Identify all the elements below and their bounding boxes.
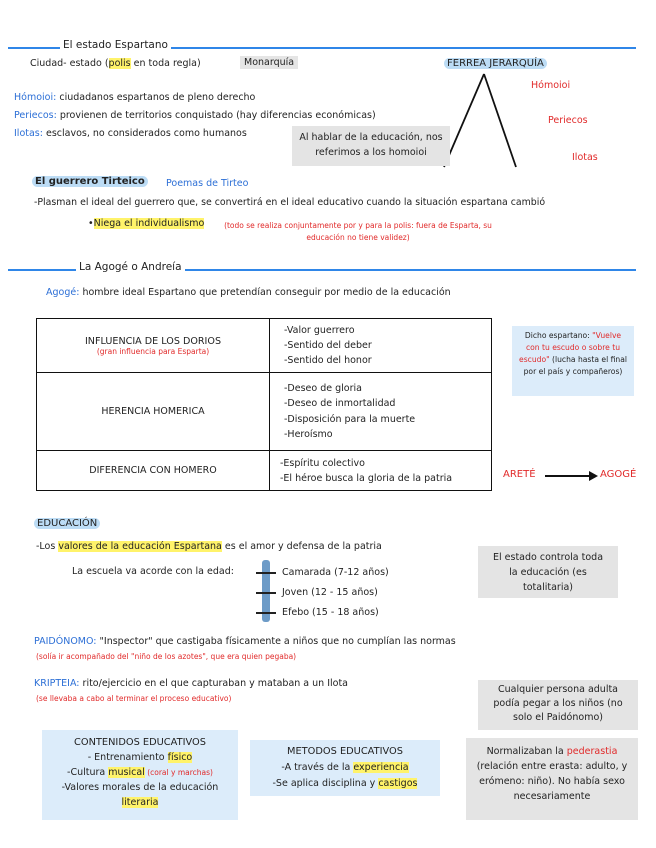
table-row xyxy=(37,319,492,373)
hierarchy-periecos: Periecos xyxy=(548,115,588,126)
educacion-heading: EDUCACIÓN xyxy=(34,518,100,529)
arete-label: ARETÉ xyxy=(503,469,536,480)
ferrea-jerarquia-heading: FERREA JERARQUÍA xyxy=(444,58,547,69)
niega-bullet: •Niega el individualismo xyxy=(88,218,205,229)
kripteia-line: KRIPTEIA: rito/ejercicio en el que capturaban y mataban a un Ilota xyxy=(34,678,349,689)
kripteia-note: (se llevaba a cabo al terminar el proceso educativo) xyxy=(36,694,232,703)
table-label-cell xyxy=(37,373,270,451)
hierarchy-ilotas: Ilotas xyxy=(572,152,598,163)
table-row xyxy=(37,373,492,451)
age-tick xyxy=(256,592,276,594)
class-ilotas: Ilotas: esclavos, no considerados como humanos xyxy=(14,128,247,139)
stage-joven: Joven (12 - 15 años) xyxy=(282,587,378,598)
poemas-tirteo: Poemas de Tirteo xyxy=(166,178,249,189)
influences-table xyxy=(36,318,492,491)
contenidos-box: CONTENIDOS EDUCATIVOS - Entrenamiento físico -Cultura musical (coral y marchas) -Valores morales de la educación literaria xyxy=(42,730,238,820)
row-label: DIFERENCIA CON HOMERO xyxy=(89,465,217,476)
contenidos-title: CONTENIDOS EDUCATIVOS xyxy=(74,737,206,748)
class-homoioi: Hómoioi: ciudadanos espartanos de pleno derecho xyxy=(14,92,256,103)
table-items-cell: -Valor guerrero -Sentido del deber -Sentido del honor xyxy=(270,319,492,373)
table-label-cell xyxy=(37,319,270,373)
cualquier-persona-note: Cualquier persona adulta podía pegar a los niños (no solo el Paidónomo) xyxy=(478,680,638,730)
escuela-label: La escuela va acorde con la edad: xyxy=(72,566,234,577)
note-homoioi: Al hablar de la educación, nos referimos a los homoioi xyxy=(292,126,450,166)
pederastia-note: Normalizaban la pederastia (relación entre erasta: adulto, y erómeno: niño). No había sexo necesariamente xyxy=(466,738,638,820)
monarquia-label: Monarquía xyxy=(240,56,298,69)
row-sublabel: (gran influencia para Esparta) xyxy=(96,346,210,356)
section-title-estado: El estado Espartano xyxy=(60,39,171,51)
guerrero-tirteico-heading: El guerrero Tirteico xyxy=(32,176,148,187)
estado-note: El estado controla toda la educación (es totalitaria) xyxy=(478,546,618,598)
age-tick xyxy=(256,612,276,614)
agoge-definition: Agogé: hombre ideal Espartano que pretendían conseguir por medio de la educación xyxy=(46,287,451,298)
ciudad-estado-line: Ciudad- estado (polis en toda regla) xyxy=(30,58,201,69)
hierarchy-line-left xyxy=(444,74,484,167)
table-items-cell: -Deseo de gloria -Deseo de inmortalidad -Disposición para la muerte -Heroísmo xyxy=(270,373,492,451)
agoge-label: AGOGÉ xyxy=(600,469,637,480)
hierarchy-diagram xyxy=(440,72,520,172)
valores-line: -Los valores de la educación Espartana es el amor y defensa de la patria xyxy=(36,541,382,552)
dicho-espartano-box: Dicho espartano: "Vuelve con tu escudo o sobre tu escudo" (lucha hasta el final por el país y compañeros) xyxy=(512,326,634,396)
paidonomo-line: PAIDÓNOMO: "Inspector" que castigaba físicamente a niños que no cumplían las normas xyxy=(34,636,456,647)
age-tick xyxy=(256,572,276,574)
arrow-icon xyxy=(545,470,599,482)
row-label: HERENCIA HOMERICA xyxy=(101,406,205,417)
section-title-agoge: La Agogé o Andreía xyxy=(76,261,185,273)
class-periecos: Periecos: provienen de territorios conquistado (hay diferencias económicas) xyxy=(14,110,376,121)
stage-efebo: Efebo (15 - 18 años) xyxy=(282,607,379,618)
metodos-box: METODOS EDUCATIVOS -A través de la experiencia -Se aplica disciplina y castigos xyxy=(250,740,440,796)
paidonomo-note: (solía ir acompañado del "niño de los azotes", que era quien pegaba) xyxy=(36,652,297,661)
table-label-cell xyxy=(37,451,270,491)
tirteo-desc: -Plasman el ideal del guerrero que, se convertirá en el ideal educativo cuando la situación espartana cambió xyxy=(34,197,546,208)
table-items-cell: -Espíritu colectivo -El héroe busca la gloria de la patria xyxy=(270,451,492,491)
metodos-title: METODOS EDUCATIVOS xyxy=(287,746,403,757)
table-row xyxy=(37,451,492,491)
hierarchy-line-right xyxy=(484,74,516,167)
polis-highlight: polis xyxy=(108,58,131,69)
row-label: INFLUENCIA DE LOS DORIOS xyxy=(84,335,222,347)
niega-note: (todo se realiza conjuntamente por y para la polis: fuera de Esparta, su educación no tiene validez) xyxy=(224,221,492,242)
stage-camarada: Camarada (7-12 años) xyxy=(282,567,389,578)
hierarchy-homoioi: Hómoioi xyxy=(531,80,571,91)
